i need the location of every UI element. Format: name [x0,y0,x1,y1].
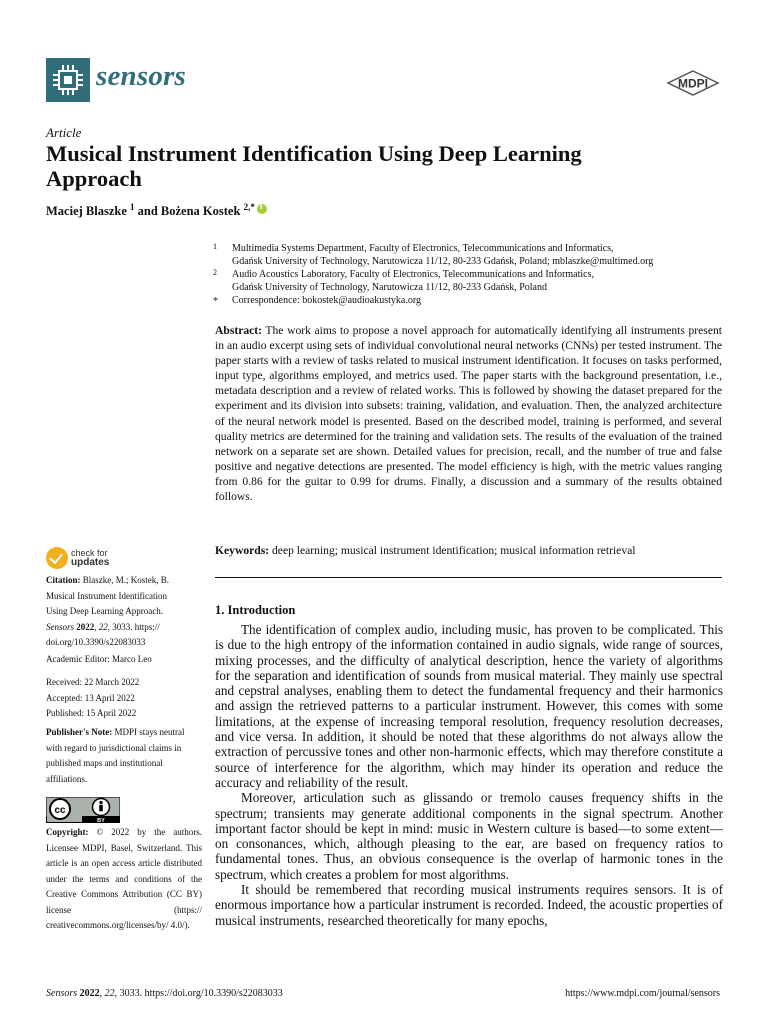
affiliations [213,242,733,307]
correspondence-line: Correspondence: bokostek@audioakustyka.org [232,295,421,306]
keywords-label: Keywords: [215,544,270,557]
body-paragraph: The identification of complex audio, including music, has proven to be complicated. This is due to the high entropy of the information contained in audio signals, wide range of sources, mixing processes, and the difficulty of analytical description, hence the variety of algorithms for the separation and identification of sounds from musical material. They mainly use spectral and cepstral analyses, enabling them to detect the fundamental frequency and their harmonics and assign the retrieved patterns to a particular instrument. However, this comes with some limitations, at the expense of increasing temporal resolution, frequency resolution decreases, and vice versa. In addition, it should be noted that these algorithms do not always allow the extraction of percussive tones and other non-harmonic effects, which may therefore constitute a source of interference for the algorithm, which may hinder its operation and reduce the accuracy and reliability of the result. [215,622,723,790]
affiliation-line: Audio Acoustics Laboratory, Faculty of Electronics, Telecommunications and Informatics, [232,269,594,280]
cc-badge-left: cc [54,805,66,816]
publisher-logo-icon[interactable] [666,70,720,96]
author-name[interactable]: Bożena Kostek [160,204,241,219]
citation-line: Musical Instrument Identification [46,590,167,601]
affiliation-mark: 2 [213,268,217,277]
author-affil-mark: 1 [130,202,135,212]
orcid-icon[interactable] [257,204,267,214]
affiliation-line: Gdańsk University of Technology, Narutowicza 11/12, 80-233 Gdańsk, Poland [232,282,547,293]
author-joiner: and [134,204,161,219]
abstract-label: Abstract: [215,324,263,337]
footer-journal-url[interactable]: https://www.mdpi.com/journal/sensors [565,988,720,999]
keywords [215,543,722,558]
section-body [215,622,723,928]
article-title: Musical Instrument Identification Using Deep Learning Approach [46,141,582,191]
affiliation-item [213,294,733,307]
publication-dates [46,675,202,722]
citation-journal: Sensors [46,621,75,632]
copyright-text: © 2022 by the authors. Licensee MDPI, Basel, Switzerland. This article is an open access article distributed under the terms and conditions of the Creative Commons Attribution (CC BY) license (https:// creativecommons.org/licenses/by/ 4.0/). [46,827,202,930]
section-title: 1. Introduction [215,603,296,617]
body-paragraph: It should be remembered that recording musical instruments requires sensors. It is of enormous importance how a particular instrument is recorded. Indeed, the acoustic properties of musical instruments, researched theoretically for many epochs, [215,882,723,928]
citation-volume: 22 [98,621,108,632]
abstract [215,323,722,504]
publishers-note-text: MDPI stays neutral with regard to jurisdictional claims in published maps and institutional affiliations. [46,727,185,784]
journal-logo-icon [46,58,90,102]
keywords-text: deep learning; musical instrument identification; musical information retrieval [269,544,636,557]
citation-line: Blaszke, M.; Kostek, B. [82,575,169,585]
cc-badge-right: BY [97,818,105,823]
check-updates-line1: check for [71,548,108,558]
author-list [46,202,267,219]
citation-label: Citation: [46,575,81,585]
footer-year: 2022 [79,988,100,999]
author-affil-mark: 2,* [243,202,255,212]
affiliation-item [213,242,733,268]
affiliation-line: Multimedia Systems Department, Faculty of Electronics, Telecommunications and Informatics, [232,243,614,254]
accepted-date: Accepted: 13 April 2022 [46,692,135,703]
affiliation-mark: 1 [213,242,217,251]
footer-doi-link[interactable]: , 3033. https://doi.org/10.3390/s22083033 [114,988,283,999]
copyright-label: Copyright: [46,827,89,837]
check-updates-icon [46,547,68,569]
cc-by-license-icon[interactable] [46,797,120,823]
copyright-block [46,825,202,934]
check-for-updates-button[interactable] [46,547,166,573]
citation-line: Using Deep Learning Approach. [46,606,163,616]
academic-editor: Academic Editor: Marco Leo [46,654,152,664]
publishers-note-label: Publisher's Note: [46,727,113,737]
journal-name[interactable]: sensors [96,60,187,92]
footer-journal: Sensors [46,988,78,999]
publisher-name: MDPI [678,76,708,91]
check-updates-line2: updates [71,557,110,568]
citation-doi-link[interactable]: doi.org/10.3390/s22083033 [46,637,146,647]
affiliation-line: Gdańsk University of Technology, Narutowicza 11/12, 80-233 Gdańsk, Poland; mblaszke@multimed.org [232,256,654,267]
footer-volume: 22 [104,988,115,999]
affiliation-item [213,268,733,294]
section-divider [215,577,722,578]
citation-year: 2022 [76,621,95,632]
citation-pages: , 3033. https:// [107,621,160,632]
received-date: Received: 22 March 2022 [46,677,140,687]
article-type: Article [46,125,82,140]
body-paragraph: Moreover, articulation such as glissando or tremolo causes frequency shifts in the spectrum; transients may generate additional components in the signal spectrum. Another important factor should be kept in mind: music in Western culture is based—to some extent—on consonances, which, although pleasing to the ear, are based on frequency ratios to fundamental tones. Thus, an obvious consequence is the overlap of harmonic tones in the spectrum, which creates a problem for most algorithms. [215,790,723,882]
publishers-note [46,725,202,787]
footer-citation: Sensors 2022, 22, 3033. https://doi.org/10.3390/s22083033 [46,988,283,999]
author-name[interactable]: Maciej Blaszke [46,204,127,219]
affiliation-mark: * [213,296,218,307]
citation-block: Citation: Blaszke, M.; Kostek, B. Musical Instrument Identification Using Deep Learning Approach. Sensors 2022, 22, 3033. https:// doi.org/10.3390/s22083033 [46,573,202,651]
published-date: Published: 15 April 2022 [46,708,137,718]
abstract-text: The work aims to propose a novel approach for automatically identifying all instruments present in an audio excerpt using sets of individual convolutional neural networks (CNNs) per tested instrument. The paper starts with a review of tasks related to musical instrument identification. It focuses on tasks performed, input type, algorithms employed, and metrics used. The paper starts with the background presentation, i.e., metadata description and a review of related works. This is followed by showing the dataset prepared for the experiment and its division into subsets: training, validation, and evaluation. Then, the analyzed architecture of the neural network model is presented. Based on the described model, training is performed, and several quality metrics are determined for the training and validation sets. The results of the evaluation of the trained network on a separate set are shown. Detailed values for precision, recall, and the number of true and false positive and negative detections are presented. The model efficiency is high, with the metric values ranging from 0.86 for the guitar to 0.99 for drums. Finally, a discussion and a summary of the results obtained follows. [215,324,722,504]
